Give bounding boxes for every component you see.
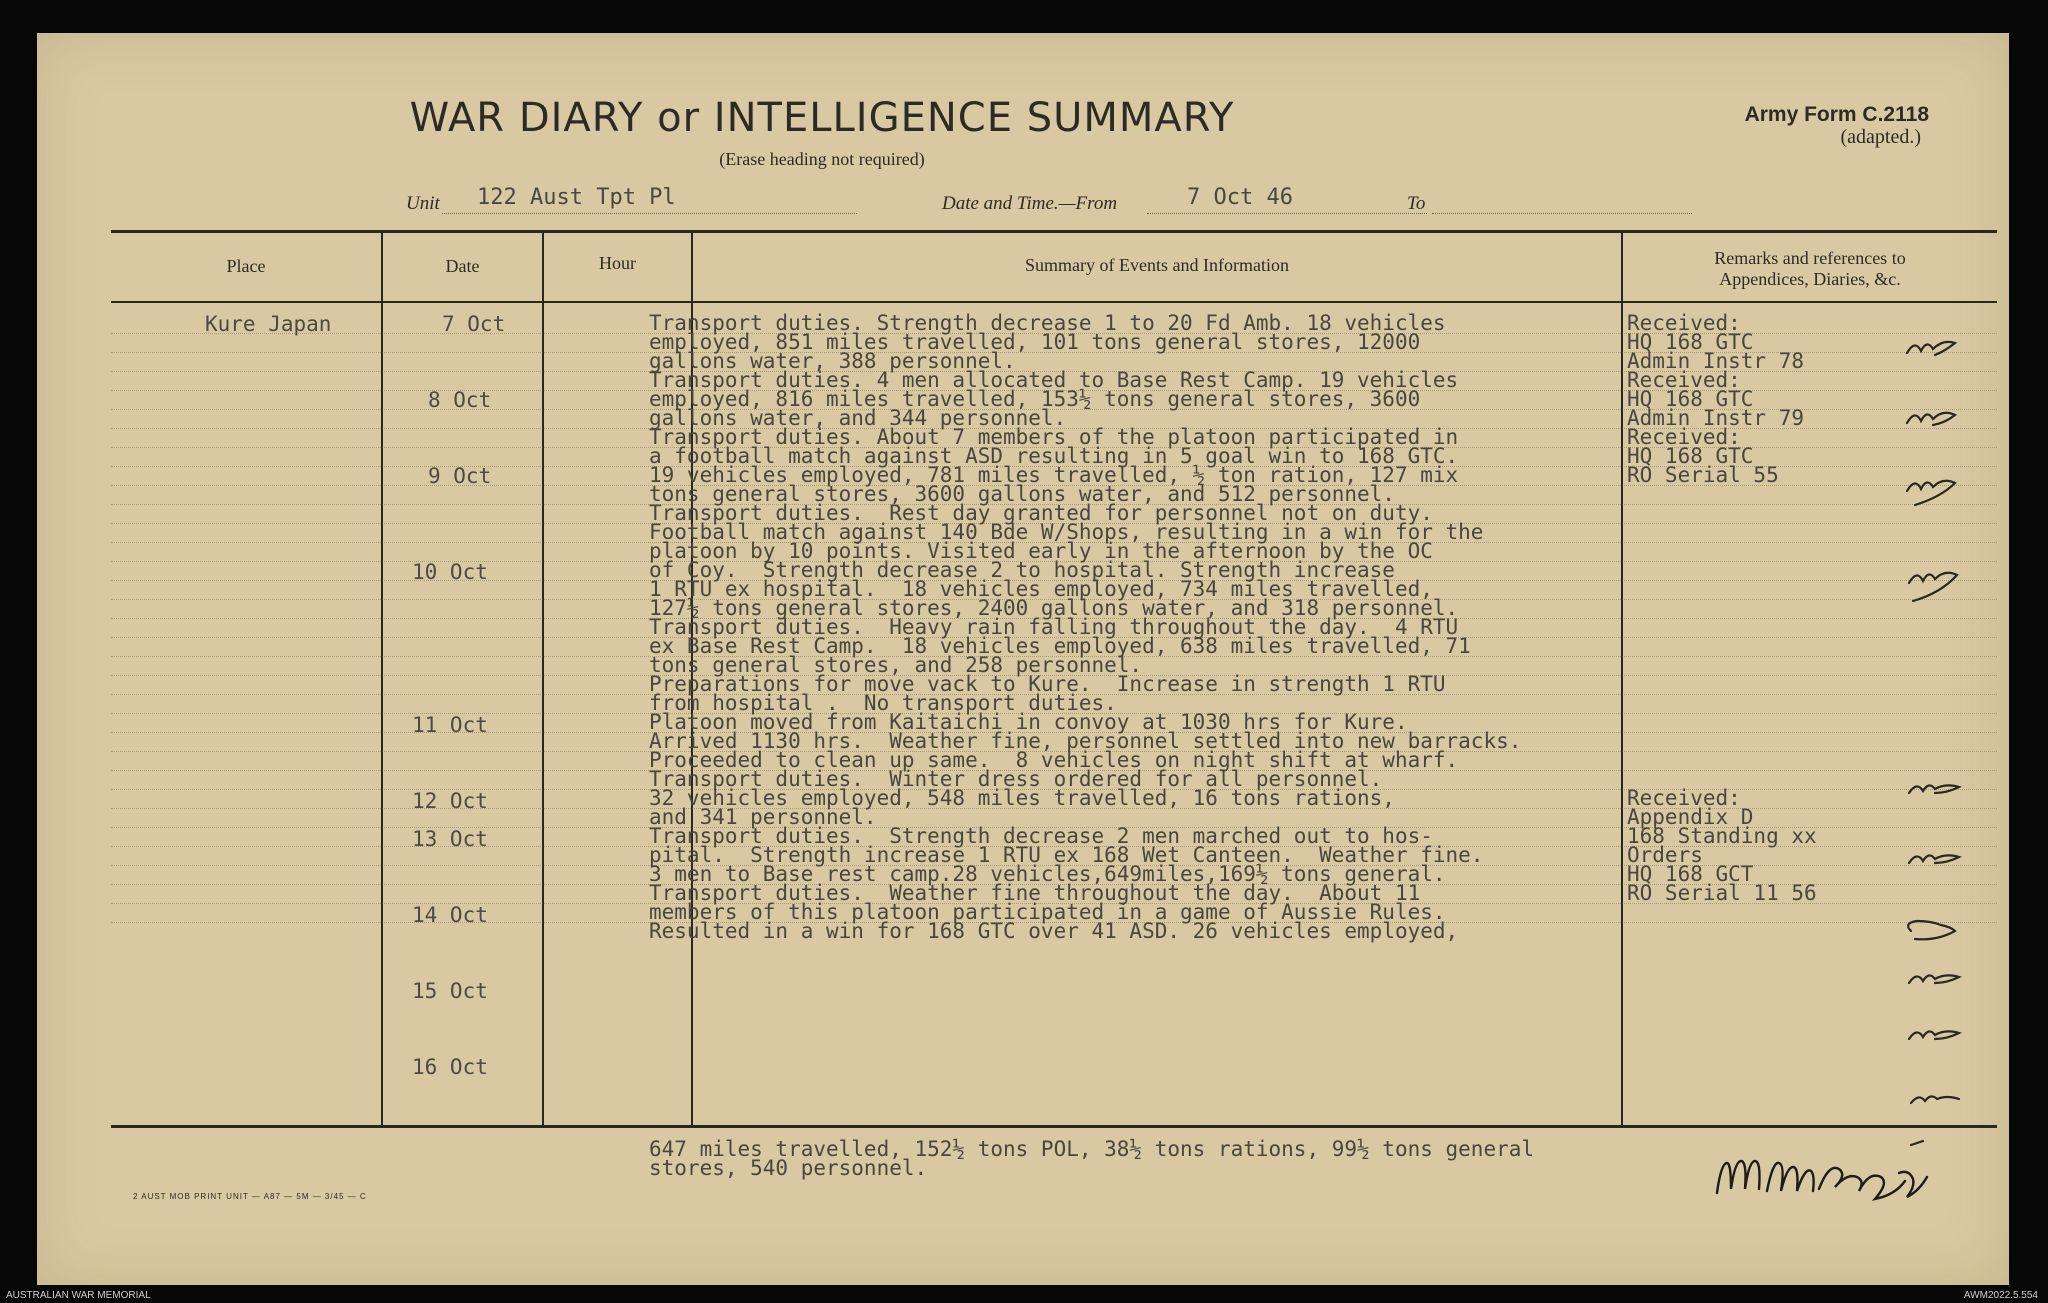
unit-value: 122 Aust Tpt Pl xyxy=(477,185,676,210)
diary-page xyxy=(37,33,2009,1285)
remarks-line: Admin Instr 79 xyxy=(1627,406,1805,430)
credit-left: AUSTRALIAN WAR MEMORIAL xyxy=(6,1290,151,1301)
summary-line: of Coy. Strength decrease 2 to hospital. Strength increase xyxy=(649,558,1395,582)
remarks-line xyxy=(1627,732,1817,751)
remarks-line xyxy=(1627,675,1817,694)
summary-line: Football match against 140 Bde W/Shops, resulting in a win for the xyxy=(649,520,1484,544)
date-entry: 7 Oct xyxy=(442,312,506,336)
summary-line: gallons water, 388 personnel. xyxy=(649,349,1016,373)
date-value: 7 Oct 46 xyxy=(1187,185,1293,210)
summary-line: and 341 personnel. xyxy=(649,805,877,829)
remarks-line: RO Serial 55 xyxy=(1627,463,1779,487)
summary-line: members of this platoon participated in a game of Aussie Rules. xyxy=(649,900,1446,924)
summary-line: Transport duties. 4 men allocated to Base Rest Camp. 19 vehicles xyxy=(649,368,1459,392)
handwritten-initials xyxy=(1897,323,1997,1183)
credit-right: AWM2022.5.554 xyxy=(1963,1290,2038,1301)
remarks-line: Admin Instr 78 xyxy=(1627,349,1805,373)
remarks-line: HQ 168 GTC xyxy=(1627,444,1754,468)
summary-line: Transport duties. Rest day granted for personnel not on duty. xyxy=(649,501,1433,525)
col-header-date: Date xyxy=(445,256,480,276)
erase-note: (Erase heading not required) xyxy=(719,149,925,169)
remarks-line xyxy=(1627,561,1817,580)
date-entry: 11 Oct xyxy=(412,713,488,737)
summary-line: from hospital . No transport duties. xyxy=(649,691,1117,715)
remarks-line: Received: xyxy=(1627,425,1741,449)
col-header-remarks-line2: Appendices, Diaries, &c. xyxy=(1719,269,1901,289)
page-title: WAR DIARY or INTELLIGENCE SUMMARY xyxy=(409,95,1235,141)
unit-label: Unit xyxy=(406,193,440,214)
summary-line: tons general stores, and 258 personnel. xyxy=(649,653,1143,677)
summary-line: 19 vehicles employed, 781 miles travelled, ½ ton ration, 127 mix xyxy=(649,463,1459,487)
remarks-line: HQ 168 GTC xyxy=(1627,330,1754,354)
continuation-line: 647 miles travelled, 152½ tons POL, 38½ tons rations, 99½ tons general xyxy=(649,1137,1535,1161)
summary-text xyxy=(649,311,1522,943)
remarks-line: Appendix D xyxy=(1627,805,1754,829)
remarks-line: Received: xyxy=(1627,786,1741,810)
army-form-sub: (adapted.) xyxy=(1840,126,1921,148)
signature xyxy=(1707,1133,1967,1213)
date-entry: 15 Oct xyxy=(412,979,488,1003)
summary-line: Transport duties. Weather fine throughout the day. About 11 xyxy=(649,881,1421,905)
date-entry: 9 Oct xyxy=(428,464,492,488)
summary-line: 32 vehicles employed, 548 miles travelled, 16 tons rations, xyxy=(649,786,1395,810)
summary-line: platoon by 10 points. Visited early in the afternoon by the OC xyxy=(649,539,1433,563)
summary-line: 3 men to Base rest camp.28 vehicles,649miles,169½ tons general. xyxy=(649,862,1446,886)
unit-dotline xyxy=(442,213,857,214)
summary-line: a football match against ASD resulting in 5 goal win to 168 GTC. xyxy=(649,444,1459,468)
summary-line: tons general stores, 3600 gallons water, and 512 personnel. xyxy=(649,482,1395,506)
col-header-remarks xyxy=(1623,248,1997,290)
col-divider-summary xyxy=(1621,230,1623,1126)
date-entry: 12 Oct xyxy=(412,789,488,813)
col-header-summary: Summary of Events and Information xyxy=(1025,255,1289,275)
summary-line: Proceeded to clean up same. 8 vehicles on night shift at wharf. xyxy=(649,748,1459,772)
col-header-remarks-line1: Remarks and references to xyxy=(1714,248,1906,268)
date-entry: 14 Oct xyxy=(412,903,488,927)
summary-line: Transport duties. Strength decrease 2 men marched out to hos- xyxy=(649,824,1433,848)
remarks-line: 168 Standing xx xyxy=(1627,824,1817,848)
summary-line: employed, 851 miles travelled, 101 tons general stores, 12000 xyxy=(649,330,1421,354)
summary-line: Arrived 1130 hrs. Weather fine, personnel settled into new barracks. xyxy=(649,729,1522,753)
table-top-rule xyxy=(111,230,1997,233)
remarks-text xyxy=(1627,311,1817,905)
summary-line: employed, 816 miles travelled, 153½ tons general stores, 3600 xyxy=(649,387,1421,411)
remarks-line: HQ 168 GTC xyxy=(1627,387,1754,411)
remarks-line: Received: xyxy=(1627,311,1741,335)
army-form-label: Army Form C.2118 xyxy=(1744,103,1929,126)
col-divider-date xyxy=(542,230,544,1126)
summary-line: Preparations for move vack to Kure. Increase in strength 1 RTU xyxy=(649,672,1446,696)
col-header-place: Place xyxy=(226,256,266,276)
summary-line: Platoon moved from Kaitaichi in convoy at 1030 hrs for Kure. xyxy=(649,710,1408,734)
summary-line: 127½ tons general stores, 2400 gallons water, and 318 personnel. xyxy=(649,596,1459,620)
remarks-line xyxy=(1627,504,1817,523)
print-code: 2 AUST MOB PRINT UNIT — A87 — 5M — 3/45 — C xyxy=(133,1192,367,1201)
remarks-line xyxy=(1627,618,1817,637)
remarks-line: Received: xyxy=(1627,368,1741,392)
continuation-text xyxy=(649,1137,1535,1180)
remarks-line xyxy=(1627,713,1817,732)
table-header-rule xyxy=(111,301,1997,303)
date-entry: 13 Oct xyxy=(412,827,488,851)
date-entry: 8 Oct xyxy=(428,388,492,412)
summary-line: ex Base Rest Camp. 18 vehicles employed, 638 miles travelled, 71 xyxy=(649,634,1471,658)
continuation-line: stores, 540 personnel. xyxy=(649,1156,928,1180)
summary-line: Transport duties. Strength decrease 1 to 20 Fd Amb. 18 vehicles xyxy=(649,311,1446,335)
remarks-line xyxy=(1627,751,1817,770)
date-entry: 10 Oct xyxy=(412,560,488,584)
to-label: To xyxy=(1407,193,1426,214)
remarks-line xyxy=(1627,523,1817,542)
remarks-line: RO Serial 11 56 xyxy=(1627,881,1817,905)
to-dotline xyxy=(1432,213,1692,214)
summary-line: gallons water, and 344 personnel. xyxy=(649,406,1067,430)
remarks-line xyxy=(1627,599,1817,618)
remarks-line xyxy=(1627,580,1817,599)
col-header-hour: Hour xyxy=(599,253,636,273)
date-dotline xyxy=(1147,213,1427,214)
summary-line: Transport duties. About 7 members of the platoon participated in xyxy=(649,425,1459,449)
summary-line: Resulted in a win for 168 GTC over 41 ASD. 26 vehicles employed, xyxy=(649,919,1459,943)
date-entry: 16 Oct xyxy=(412,1055,488,1079)
remarks-line xyxy=(1627,656,1817,675)
remarks-line xyxy=(1627,485,1817,504)
summary-line: Transport duties. Winter dress ordered for all personnel. xyxy=(649,767,1383,791)
remarks-line: Orders xyxy=(1627,843,1703,867)
summary-line: Transport duties. Heavy rain falling throughout the day. 4 RTU xyxy=(649,615,1459,639)
place-entry: Kure Japan xyxy=(205,312,332,336)
remarks-line xyxy=(1627,637,1817,656)
table-bottom-rule xyxy=(111,1125,1997,1128)
remarks-line xyxy=(1627,694,1817,713)
date-label: Date and Time.—From xyxy=(942,193,1118,214)
remarks-line xyxy=(1627,542,1817,561)
col-divider-place xyxy=(381,230,383,1126)
summary-line: pital. Strength increase 1 RTU ex 168 Wet Canteen. Weather fine. xyxy=(649,843,1484,867)
remarks-line: HQ 168 GCT xyxy=(1627,862,1754,886)
summary-line: 1 RTU ex hospital. 18 vehicles employed, 734 miles travelled, xyxy=(649,577,1433,601)
